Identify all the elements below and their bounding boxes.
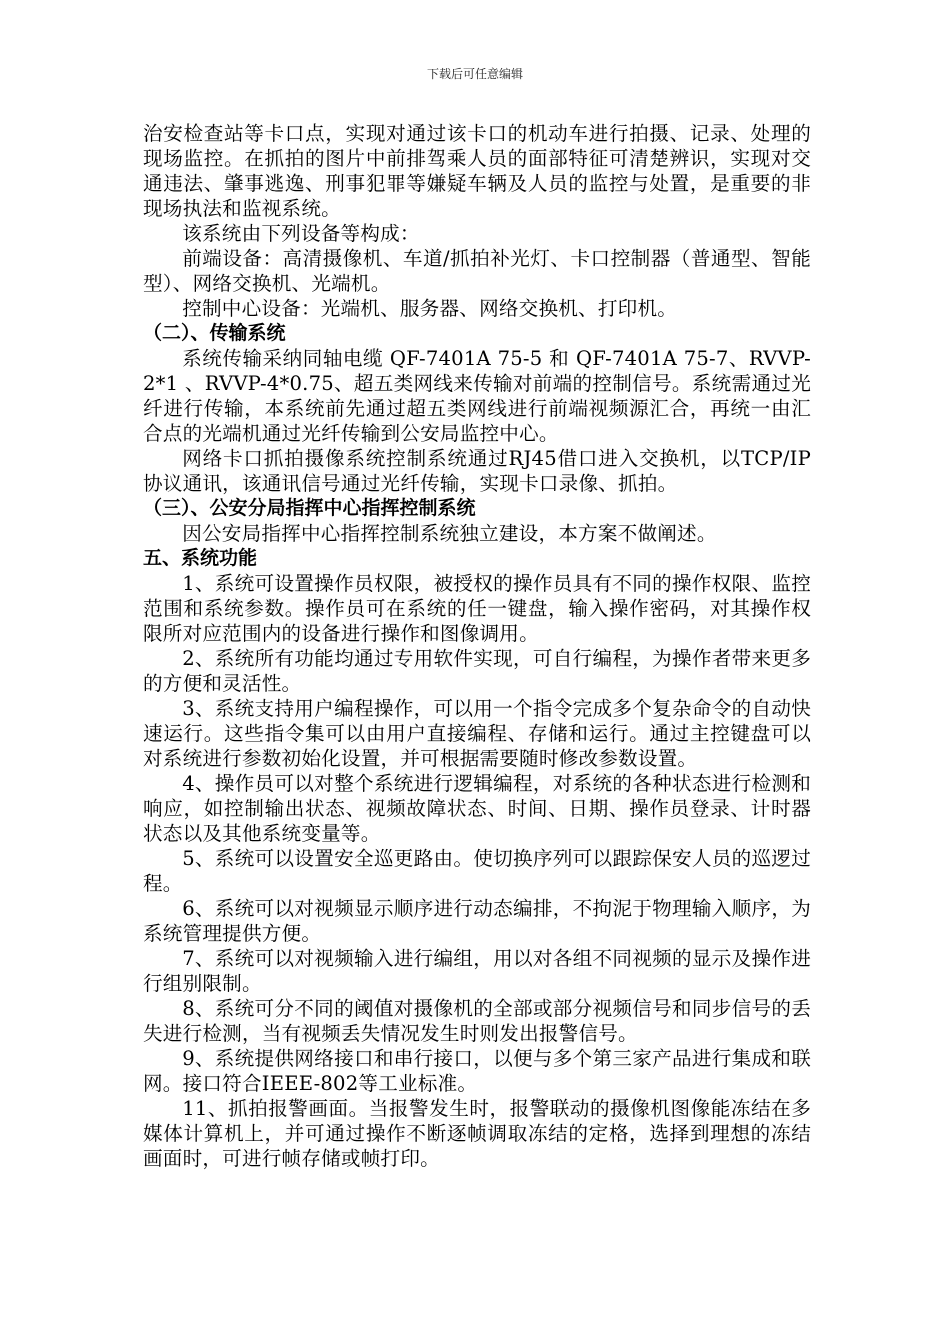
paragraph: 11、抓拍报警画面。当报警发生时，报警联动的摄像机图像能冻结在多媒体计算机上，并可通过操作不断逐帧调取冻结的定格，选择到理想的冻结画面时，可进行帧存储或帧打印。 bbox=[143, 1097, 811, 1170]
paragraph: 4、操作员可以对整个系统进行逻辑编程，对系统的各种状态进行检测和响应，如控制输出状态、视频故障状态、时间、日期、操作员登录、计时器状态以及其他系统变量等。 bbox=[143, 772, 811, 845]
paragraph: 系统传输采纳同轴电缆 QF-7401A 75-5 和 QF-7401A 75-7、RVVP-2*1 、RVVP-4*0.75、超五类网线来传输对前端的控制信号。系统需通过光纤进行传输，本系统前先通过超五类网线进行前端视频源汇合，再统一由汇合点的光端机通过光纤传输到公安局监控中心。 bbox=[143, 347, 811, 445]
paragraph: 8、系统可分不同的阈值对摄像机的全部或部分视频信号和同步信号的丢失进行检测，当有视频丢失情况发生时则发出报警信号。 bbox=[143, 997, 811, 1045]
paragraph: 5、系统可以设置安全巡更路由。使切换序列可以跟踪保安人员的巡逻过程。 bbox=[143, 847, 811, 895]
section-heading: （三）、公安分局指挥中心指挥控制系统 bbox=[143, 497, 476, 519]
paragraph: 治安检查站等卡口点，实现对通过该卡口的机动车进行拍摄、记录、处理的现场监控。在抓拍的图片中前排驾乘人员的面部特征可清楚辨识，实现对交通违法、肇事逃逸、刑事犯罪等嫌疑车辆及人员的监控与处置，是重要的非现场执法和监视系统。 bbox=[143, 122, 811, 220]
paragraph: 1、系统可设置操作员权限，被授权的操作员具有不同的操作权限、监控范围和系统参数。操作员可在系统的任一键盘，输入操作密码，对其操作权限所对应范围内的设备进行操作和图像调用。 bbox=[143, 572, 811, 645]
document-body bbox=[143, 121, 811, 1171]
paragraph: 6、系统可以对视频显示顺序进行动态编排，不拘泥于物理输入顺序，为系统管理提供方便。 bbox=[143, 897, 811, 945]
section-heading: 五、系统功能 bbox=[143, 547, 258, 569]
paragraph: 3、系统支持用户编程操作，可以用一个指令完成多个复杂命令的自动快速运行。这些指令集可以由用户直接编程、存储和运行。通过主控键盘可以对系统进行参数初始化设置，并可根据需要随时修改参数设置。 bbox=[143, 697, 811, 770]
paragraph: 7、系统可以对视频输入进行编组，用以对各组不同视频的显示及操作进行组别限制。 bbox=[143, 947, 811, 995]
page-header: 下载后可任意编辑 bbox=[426, 67, 523, 81]
paragraph: 前端设备：高清摄像机、车道/抓拍补光灯、卡口控制器（普通型、智能型）、网络交换机、光端机。 bbox=[143, 247, 811, 295]
paragraph: 网络卡口抓拍摄像系统控制系统通过RJ45借口进入交换机，以TCP/IP协议通讯，该通讯信号通过光纤传输，实现卡口录像、抓拍。 bbox=[143, 447, 811, 495]
paragraph: 该系统由下列设备等构成： bbox=[182, 222, 420, 245]
paragraph: 因公安局指挥中心指挥控制系统独立建设，本方案不做阐述。 bbox=[182, 522, 717, 545]
paragraph: 9、系统提供网络接口和串行接口，以便与多个第三家产品进行集成和联网。接口符合IEEE-802等工业标准。 bbox=[143, 1047, 811, 1095]
paragraph: 2、系统所有功能均通过专用软件实现，可自行编程，为操作者带来更多的方便和灵活性。 bbox=[143, 647, 811, 695]
section-heading: （二）、传输系统 bbox=[143, 322, 286, 344]
paragraph: 控制中心设备：光端机、服务器、网络交换机、打印机。 bbox=[182, 297, 678, 320]
